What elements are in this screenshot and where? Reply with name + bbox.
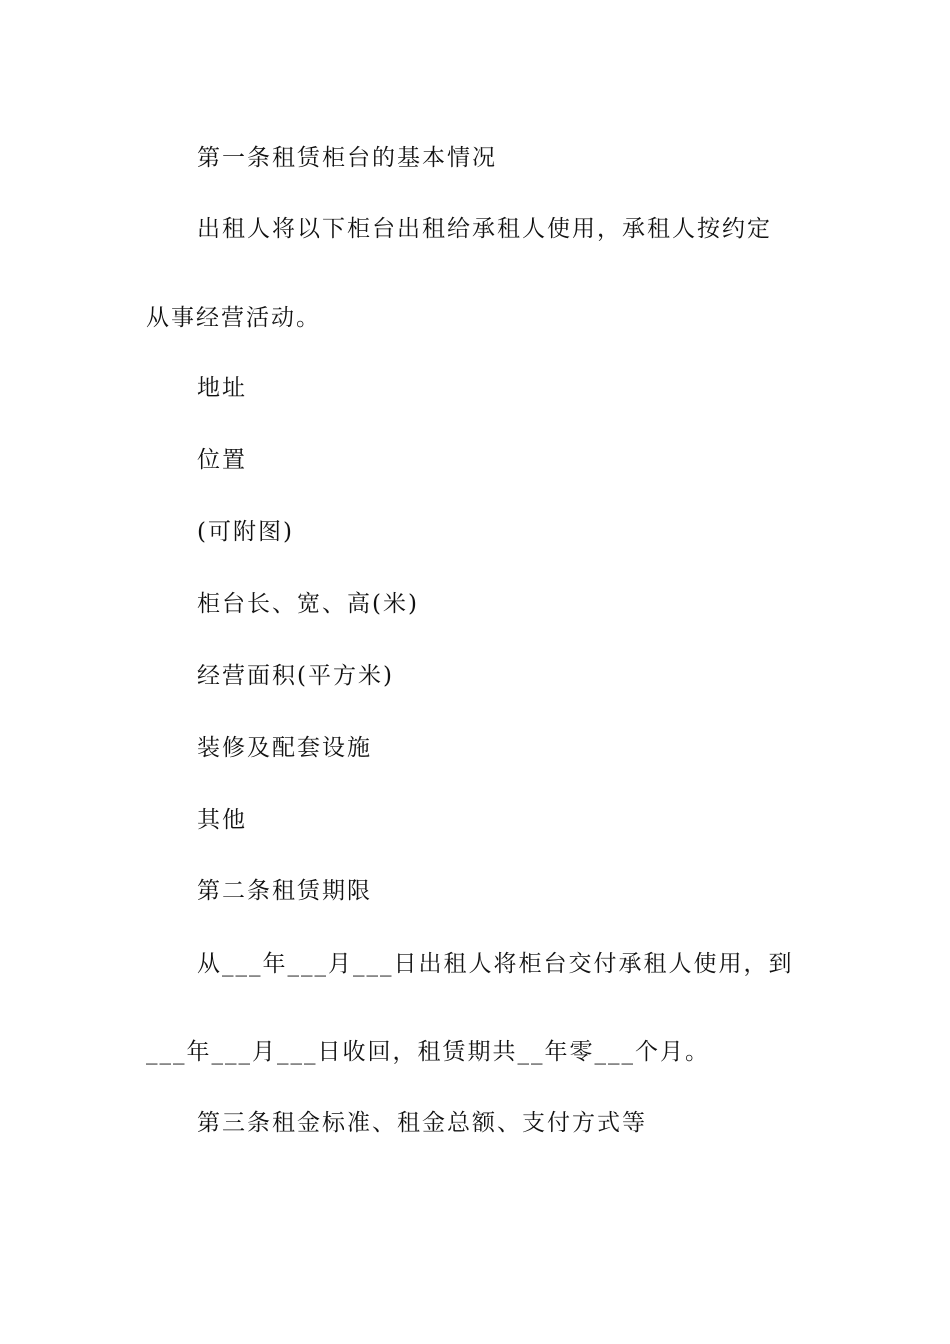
- article-3-heading: 第三条租金标准、租金总额、支付方式等: [197, 1110, 647, 1136]
- paragraph-line: 从___年___月___日出租人将柜台交付承租人使用，到: [197, 951, 794, 977]
- field-decoration-facilities: 装修及配套设施: [197, 735, 372, 761]
- field-other: 其他: [197, 807, 247, 833]
- paragraph-line: 从事经营活动。: [146, 305, 321, 331]
- field-address: 地址: [197, 375, 247, 401]
- field-business-area: 经营面积(平方米): [197, 663, 394, 689]
- field-attach-map: (可附图): [197, 519, 294, 545]
- field-location: 位置: [197, 447, 247, 473]
- paragraph-line: 出租人将以下柜台出租给承租人使用，承租人按约定: [197, 216, 772, 242]
- field-counter-dimensions: 柜台长、宽、高(米): [197, 591, 419, 617]
- article-1-heading: 第一条租赁柜台的基本情况: [197, 145, 497, 171]
- article-2-heading: 第二条租赁期限: [197, 878, 372, 904]
- paragraph-line: ___年___月___日收回，租赁期共__年零___个月。: [146, 1039, 710, 1065]
